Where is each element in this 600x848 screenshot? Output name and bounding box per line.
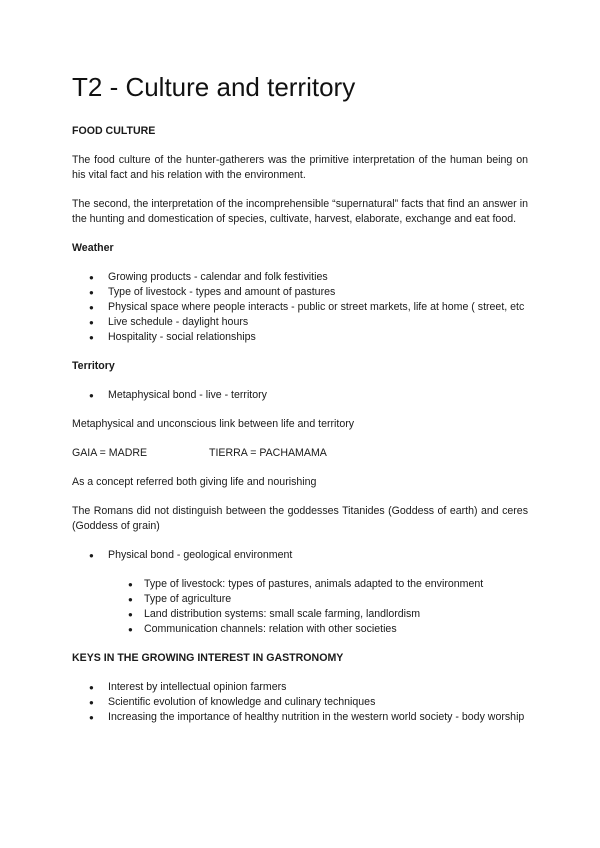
list-item: ● Live schedule - daylight hours [72,315,528,330]
list-item: ● Hospitality - social relationships [72,330,528,345]
list-item: ● Physical bond - geological environment [72,548,528,563]
keys-list [72,680,528,725]
tierra-text: TIERRA = PACHAMAMA [209,447,327,459]
territory-heading: Territory [72,360,115,372]
list-item: ● Growing products - calendar and folk festivities [72,270,528,285]
document-body [72,124,528,725]
list-item: ● Metaphysical bond - live - territory [72,388,528,403]
list-item: ● Interest by intellectual opinion farmers [72,680,528,695]
list-item: ● Land distribution systems: small scale farming, landlordism [72,607,528,622]
list-item: ● Physical space where people interacts - public or street markets, life at home ( street, etc [72,300,528,315]
gaia-text: GAIA = MADRE [72,447,148,459]
weather-list [72,270,528,345]
territory-paragraph-1: Metaphysical and unconscious link between life and territory [72,418,355,430]
physical-bond-sublist [72,577,528,637]
territory-list [72,388,528,403]
list-item: ● Communication channels: relation with other societies [72,622,528,637]
territory-paragraph-3: The Romans did not distinguish between the goddesses Titanides (Goddess of earth) and ceres (Goddess of grain) [72,505,528,532]
keys-heading: KEYS IN THE GROWING INTEREST IN GASTRONOMY [72,652,344,664]
page-title: T2 - Culture and territory [72,72,356,102]
list-item: ● Increasing the importance of healthy nutrition in the western world society - body worship [72,710,528,725]
list-item: ● Type of livestock - types and amount of pastures [72,285,528,300]
list-item: ● Scientific evolution of knowledge and culinary techniques [72,695,528,710]
food-culture-heading: FOOD CULTURE [72,125,156,137]
list-item: ● Type of agriculture [72,592,528,607]
list-item: ● Type of livestock: types of pastures, animals adapted to the environment [72,577,528,592]
territory-paragraph-2: As a concept referred both giving life and nourishing [72,476,317,488]
food-culture-paragraph-1: The food culture of the hunter-gatherers was the primitive interpretation of the human being on his vital fact and his relation with the environment. [72,154,528,181]
gaia-tierra-line [72,446,528,461]
food-culture-paragraph-2: The second, the interpretation of the incomprehensible “supernatural” facts that find an answer in the hunting and domestication of species, cultivate, harvest, elaborate, exchange and eat food. [72,198,528,225]
physical-bond-list [72,548,528,563]
weather-heading: Weather [72,242,114,254]
